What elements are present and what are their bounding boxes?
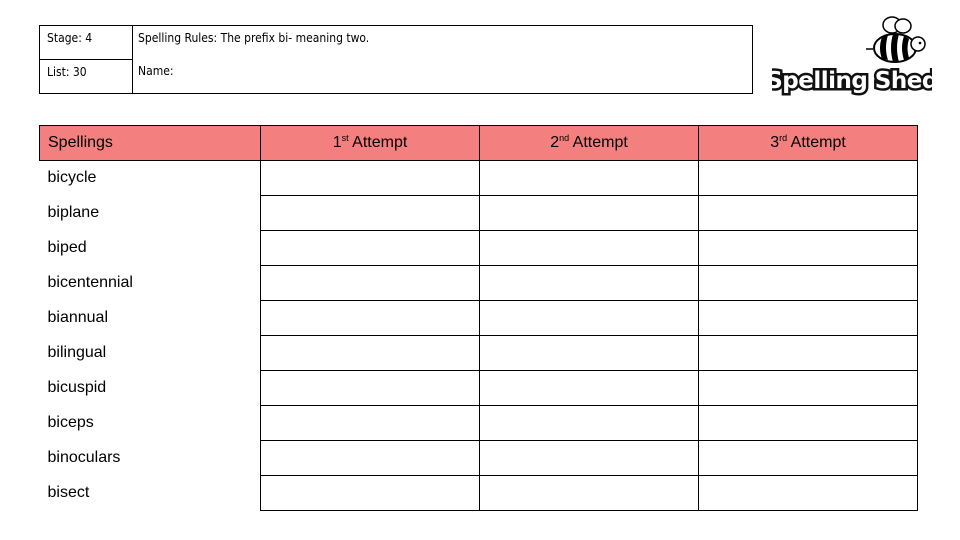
header-attempt-2: 2nd Attempt [480, 126, 699, 161]
attempt-1-cell[interactable] [261, 336, 480, 371]
attempt-2-cell[interactable] [480, 196, 699, 231]
table-row [40, 196, 918, 231]
attempt-1-cell[interactable] [261, 301, 480, 336]
attempt-2-cell[interactable] [480, 406, 699, 441]
attempt-3-cell[interactable] [699, 406, 918, 441]
spelling-word: bilingual [47, 344, 107, 361]
spelling-word: bicuspid [47, 379, 107, 396]
attempt-1-cell[interactable] [261, 196, 480, 231]
header-spellings: Spellings [40, 126, 261, 161]
attempt-3-cell[interactable] [699, 231, 918, 266]
name-field-label[interactable]: Name: [138, 64, 174, 78]
spelling-shed-logo [772, 12, 932, 100]
spelling-word: binoculars [47, 449, 121, 466]
table-row [40, 161, 918, 196]
spelling-word: bicentennial [47, 274, 133, 291]
spelling-word: biped [47, 239, 87, 256]
table-row [40, 266, 918, 301]
table-row [40, 406, 918, 441]
attempt-3-cell[interactable] [699, 301, 918, 336]
attempt-1-cell[interactable] [261, 161, 480, 196]
spelling-table [39, 125, 918, 511]
spelling-word: biceps [47, 414, 94, 431]
attempt-3-cell[interactable] [699, 196, 918, 231]
attempt-1-cell[interactable] [261, 231, 480, 266]
attempt-1-cell[interactable] [261, 441, 480, 476]
header-attempt-3: 3rd Attempt [699, 126, 918, 161]
table-row [40, 336, 918, 371]
spelling-word: biannual [47, 309, 108, 326]
logo-text: Spelling Shed [772, 68, 932, 94]
attempt-2-cell[interactable] [480, 231, 699, 266]
attempt-3-cell[interactable] [699, 336, 918, 371]
bee-logo-icon [772, 12, 932, 100]
table-row [40, 231, 918, 266]
info-box [39, 25, 753, 94]
table-row [40, 441, 918, 476]
spelling-word: bicycle [47, 169, 97, 187]
table-row [40, 476, 918, 511]
list-label: List: 30 [47, 65, 87, 79]
attempt-1-cell[interactable] [261, 371, 480, 406]
attempt-2-cell[interactable] [480, 441, 699, 476]
table-header-row [40, 126, 918, 161]
attempt-2-cell[interactable] [480, 266, 699, 301]
attempt-3-cell[interactable] [699, 371, 918, 406]
spelling-rules-label: Spelling Rules: The prefix bi- meaning two. [138, 31, 370, 45]
attempt-2-cell[interactable] [480, 476, 699, 511]
spelling-word: bisect [47, 484, 90, 501]
attempt-2-cell[interactable] [480, 161, 699, 196]
table-row [40, 371, 918, 406]
attempt-1-cell[interactable] [261, 476, 480, 511]
attempt-3-cell[interactable] [699, 441, 918, 476]
attempt-2-cell[interactable] [480, 336, 699, 371]
attempt-3-cell[interactable] [699, 161, 918, 196]
info-divider-vertical [132, 26, 133, 93]
attempt-3-cell[interactable] [699, 476, 918, 511]
info-divider-horizontal [40, 59, 132, 60]
attempt-2-cell[interactable] [480, 371, 699, 406]
table-row [40, 301, 918, 336]
attempt-2-cell[interactable] [480, 301, 699, 336]
spelling-word: biplane [47, 204, 100, 221]
stage-label: Stage: 4 [47, 31, 93, 45]
attempt-1-cell[interactable] [261, 406, 480, 441]
attempt-1-cell[interactable] [261, 266, 480, 301]
header-attempt-1: 1st Attempt [261, 126, 480, 161]
attempt-3-cell[interactable] [699, 266, 918, 301]
